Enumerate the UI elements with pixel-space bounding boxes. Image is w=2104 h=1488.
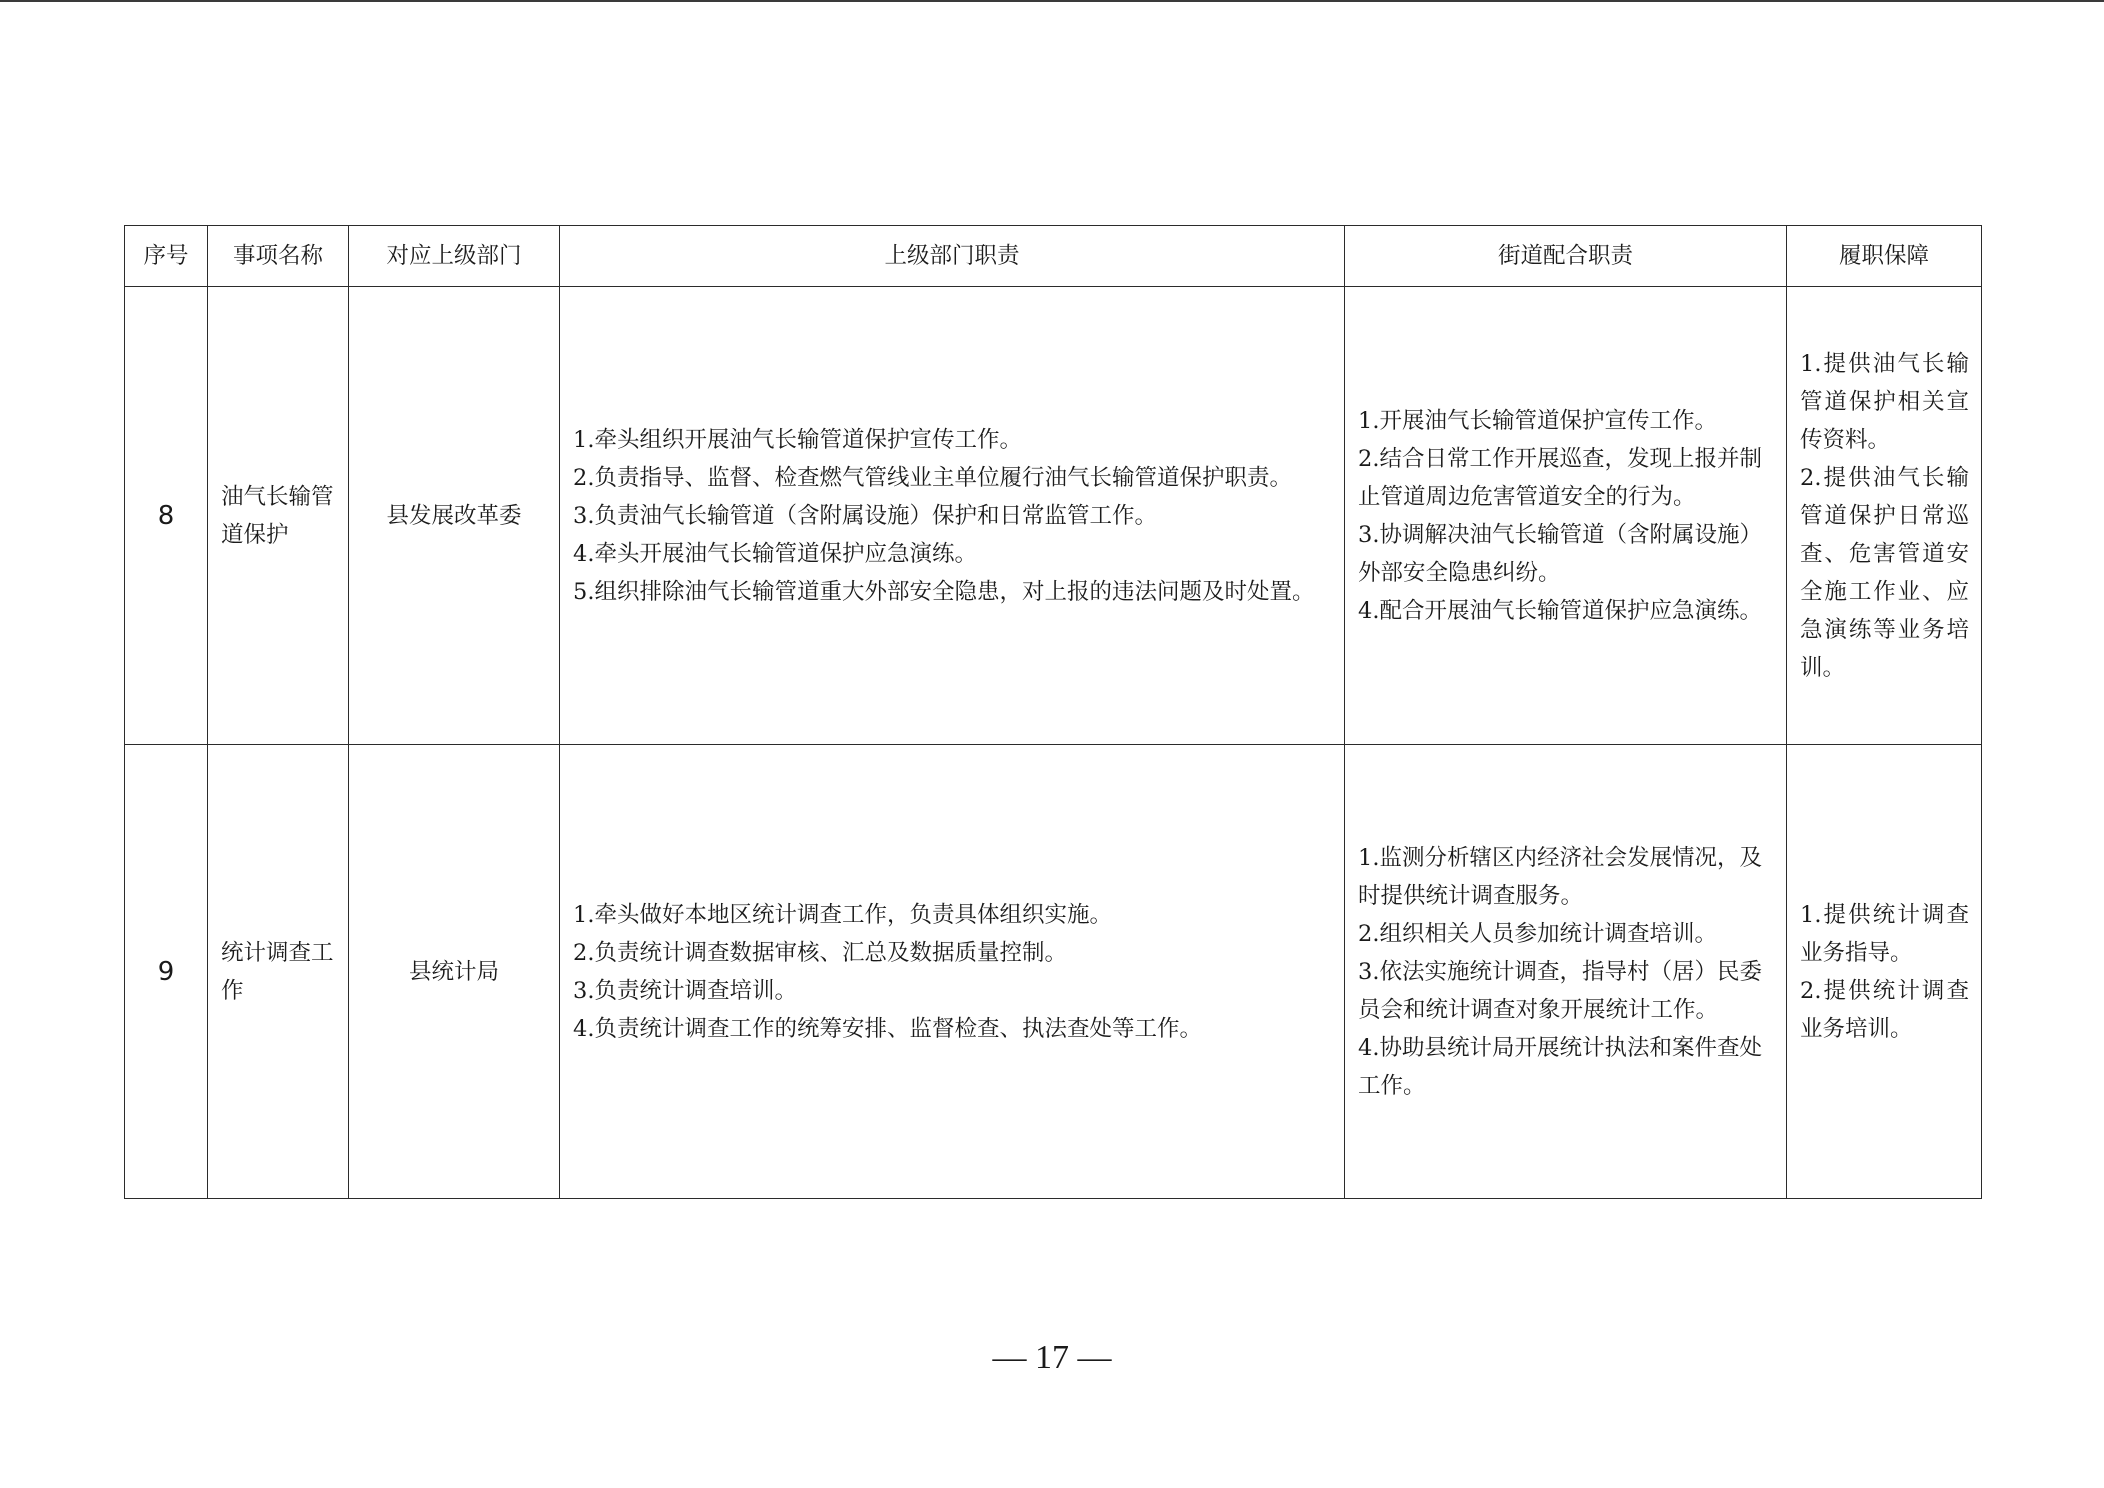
row-superior-dept: 县发展改革委 [349,287,560,745]
page-number: — 17 — [992,1339,1112,1376]
row-superior-duties [560,745,1345,1199]
row-street-duties [1345,287,1787,745]
duty-item: 2.负责指导、监督、检查燃气管线业主单位履行油气长输管道保护职责。 [573,464,1292,491]
row-street-duties [1345,745,1787,1199]
duty-item: 2.负责统计调查数据审核、汇总及数据质量控制。 [573,939,1067,966]
duty-item: 1.监测分析辖区内经济社会发展情况，及时提供统计调查服务。 [1358,844,1762,909]
duty-item: 4.牵头开展油气长输管道保护应急演练。 [573,540,977,567]
row-guarantees [1787,745,1982,1199]
duty-item: 1.牵头做好本地区统计调查工作，负责具体组织实施。 [573,901,1112,928]
table-row [125,745,1982,1199]
table-row [125,287,1982,745]
row-item-name: 统计调查工作 [208,745,349,1199]
duty-item: 5.组织排除油气长输管道重大外部安全隐患，对上报的违法问题及时处置。 [573,578,1315,605]
row-superior-duties [560,287,1345,745]
header-guarantees: 履职保障 [1787,226,1982,287]
duty-item: 3.负责统计调查培训。 [573,977,797,1004]
header-item-name: 事项名称 [208,226,349,287]
top-border-line [0,0,2104,2]
guarantee-item: 1.提供油气长输管道保护相关宣传资料。 [1800,350,1969,453]
table-header-row [125,226,1982,287]
duty-item: 1.开展油气长输管道保护宣传工作。 [1358,407,1717,434]
header-seq: 序号 [125,226,208,287]
row-superior-dept: 县统计局 [349,745,560,1199]
guarantee-item: 2.提供油气长输管道保护日常巡查、危害管道安全施工作业、应急演练等业务培训。 [1800,464,1969,681]
header-street-duties: 街道配合职责 [1345,226,1787,287]
row-guarantees [1787,287,1982,745]
row-item-name: 油气长输管道保护 [208,287,349,745]
duty-item: 3.负责油气长输管道（含附属设施）保护和日常监管工作。 [573,502,1157,529]
duty-item: 2.结合日常工作开展巡查，发现上报并制止管道周边危害管道安全的行为。 [1358,445,1762,510]
header-superior-dept: 对应上级部门 [349,226,560,287]
duty-item: 4.配合开展油气长输管道保护应急演练。 [1358,597,1762,624]
guarantee-item: 1.提供统计调查业务指导。 [1800,901,1969,966]
duty-item: 2.组织相关人员参加统计调查培训。 [1358,920,1717,947]
duty-item: 3.协调解决油气长输管道（含附属设施）外部安全隐患纠纷。 [1358,521,1762,586]
duty-table [124,225,1982,1199]
guarantee-item: 2.提供统计调查业务培训。 [1800,977,1969,1042]
header-superior-duties: 上级部门职责 [560,226,1345,287]
row-seq: 9 [125,745,208,1199]
row-seq: 8 [125,287,208,745]
duty-item: 3.依法实施统计调查，指导村（居）民委员会和统计调查对象开展统计工作。 [1358,958,1762,1023]
duty-item: 1.牵头组织开展油气长输管道保护宣传工作。 [573,426,1022,453]
duty-item: 4.负责统计调查工作的统筹安排、监督检查、执法查处等工作。 [573,1015,1202,1042]
duty-item: 4.协助县统计局开展统计执法和案件查处工作。 [1358,1034,1762,1099]
